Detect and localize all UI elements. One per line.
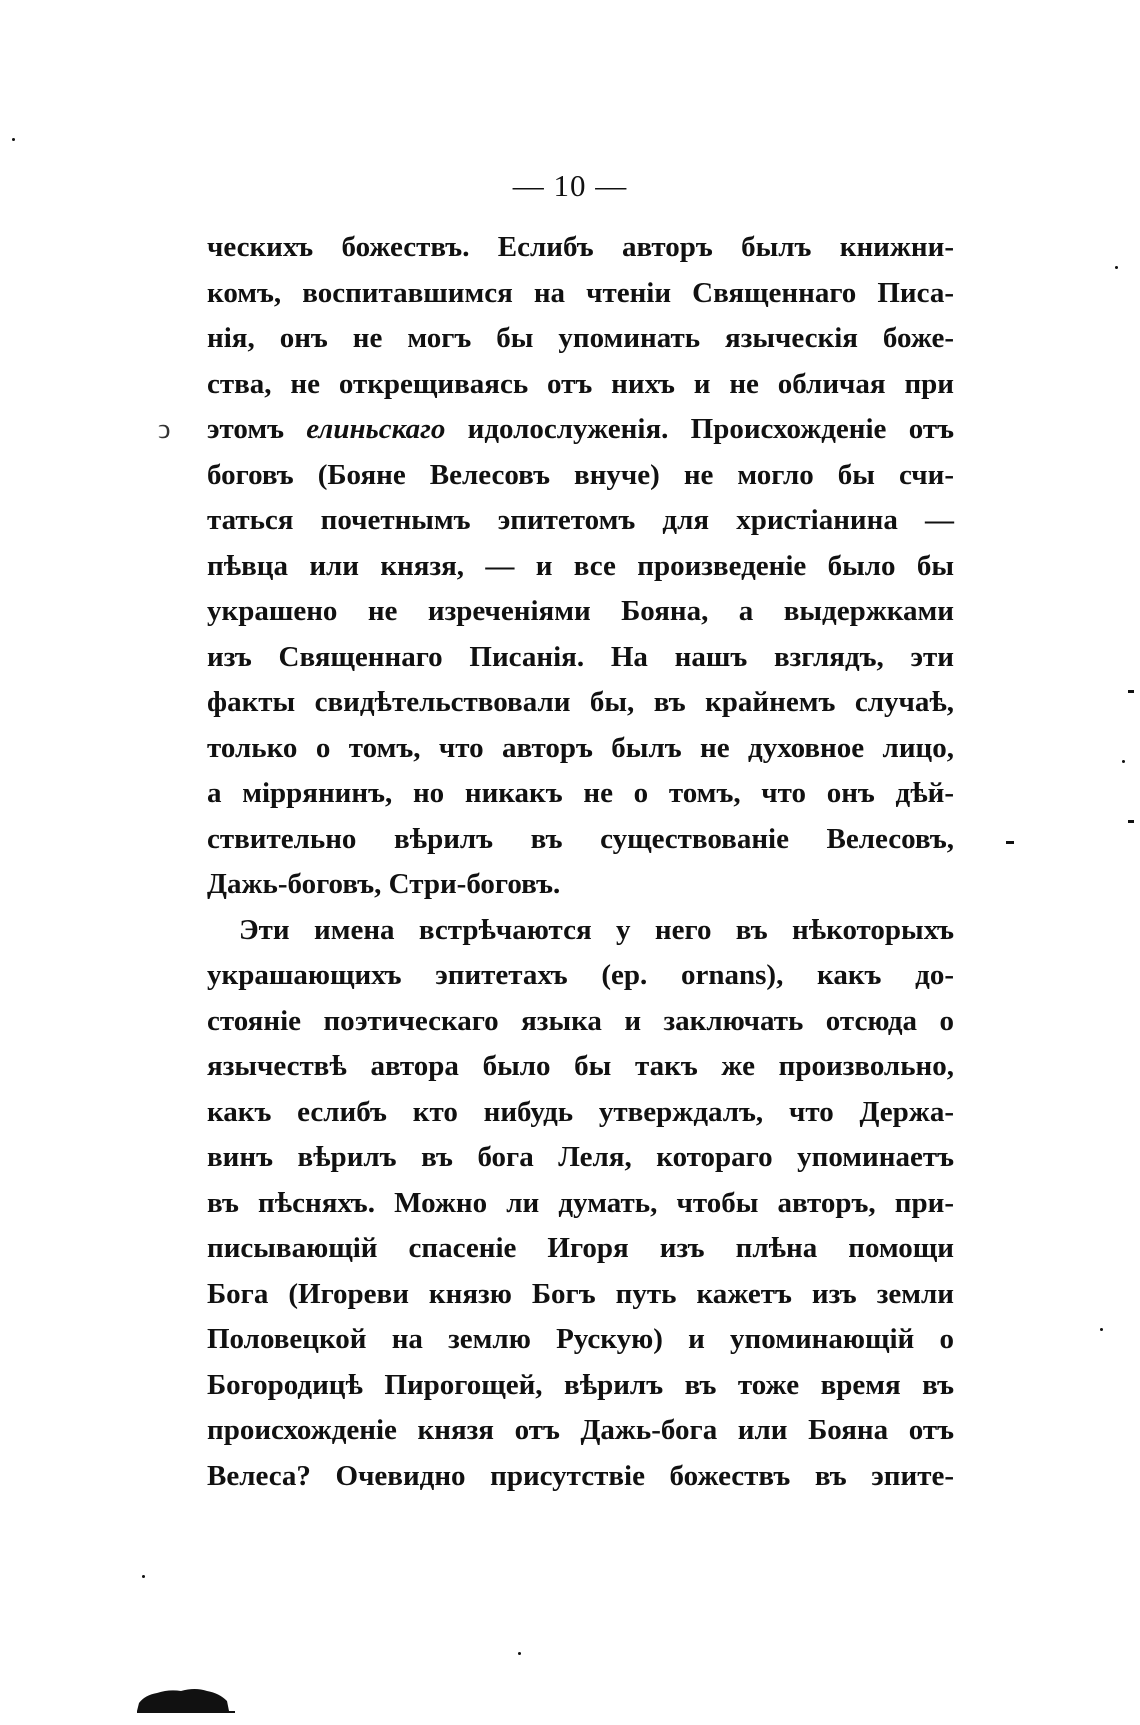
margin-mark: ↄ (158, 414, 171, 445)
text-line: какъ еслибъ кто нибудь утверждалъ, что Держа- (207, 1095, 954, 1128)
body-text (207, 225, 954, 1499)
text-line: украшающихъ эпитетахъ (ер. ornans), какъ до- (207, 959, 954, 991)
italic-word: елиньскаго (306, 413, 446, 445)
text-line: писывающій спасеніе Игоря изъ плѣна помощи (207, 1232, 954, 1264)
scan-speck (1115, 266, 1118, 269)
scan-speck (1006, 841, 1014, 844)
text-line: Дажь-боговъ, Стри-боговъ. (207, 868, 561, 900)
text-line: факты свидѣтельствовали бы, въ крайнемъ случаѣ, (207, 686, 954, 718)
text-line: Бога (Игореви князю Богъ путь кажетъ изъ земли (207, 1277, 954, 1310)
text-line: ства, не открещиваясь отъ нихъ и не обличая при (207, 367, 954, 400)
text-line: Эти имена встрѣчаются у него въ нѣкоторыхъ (239, 913, 954, 946)
text-line: происхожденіе князя отъ Дажь-бога или Бояна отъ (207, 1414, 954, 1446)
text-line: ствительно вѣрилъ въ существованіе Велесовъ, (207, 822, 954, 855)
scan-speck (1100, 1328, 1103, 1331)
text-line: пѣвца или князя, — и все произведеніе было бы (207, 549, 954, 582)
text-line: Богородицѣ Пирогощей, вѣрилъ въ тоже время въ (207, 1368, 954, 1401)
text-line: язычествѣ автора было бы такъ же произвольно, (207, 1050, 954, 1082)
text-line: ческихъ божествъ. Еслибъ авторъ былъ книжни- (207, 231, 954, 263)
text-line: нія, онъ не могъ бы упоминать языческія боже- (207, 322, 954, 354)
text-run: идолослуженія. Происхожденіе отъ (445, 413, 954, 445)
text-line: а міррянинъ, но никакъ не о томъ, что онъ дѣй- (207, 777, 954, 809)
scan-speck (142, 1575, 145, 1578)
text-line: только о томъ, что авторъ былъ не духовное лицо, (207, 731, 954, 764)
text-line: украшено не изреченіями Бояна, а выдержками (207, 595, 954, 627)
text-line: въ пѣсняхъ. Можно ли думать, чтобы авторъ, при- (207, 1186, 954, 1219)
text-line: Велеса? Очевидно присутствіе божествъ въ эпите- (207, 1459, 954, 1492)
text-line: винъ вѣрилъ въ бога Леля, котораго упоминаетъ (207, 1141, 954, 1173)
text-line: стояніе поэтическаго языка и заключать отсюда о (207, 1004, 954, 1037)
scan-speck (1128, 690, 1134, 693)
scan-speck (12, 138, 15, 141)
page-number: — 10 — (512, 168, 628, 203)
scan-speck (1128, 820, 1134, 823)
text-line: Половецкой на землю Рускую) и упоминающій о (207, 1323, 954, 1355)
scan-speck (518, 1652, 521, 1655)
text-run: этомъ (207, 413, 307, 445)
text-line: таться почетнымъ эпитетомъ для христіанина — (207, 504, 954, 536)
text-line (207, 407, 954, 453)
text-line: изъ Священнаго Писанія. На нашъ взглядъ, эти (207, 640, 954, 673)
text-line: боговъ (Бояне Велесовъ внуче) не могло бы счи- (207, 458, 954, 491)
ink-blot-stamp (135, 1675, 235, 1715)
scan-speck (1122, 760, 1125, 763)
text-line: комъ, воспитавшимся на чтеніи Священнаго Писа- (207, 276, 954, 309)
